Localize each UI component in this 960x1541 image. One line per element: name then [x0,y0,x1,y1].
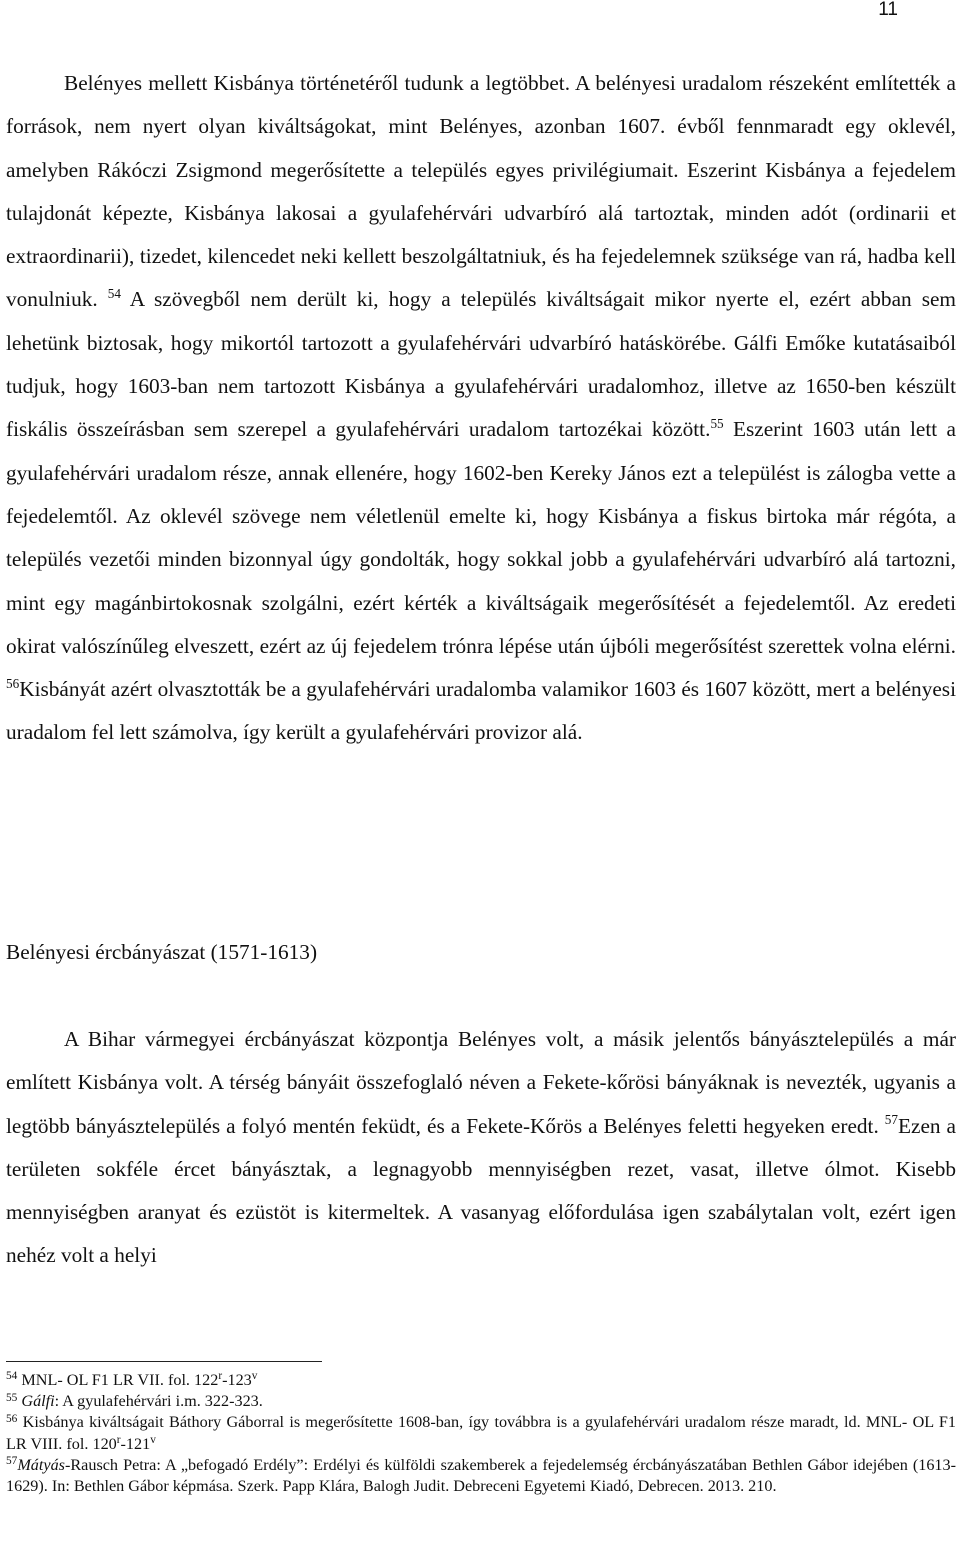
footnotes [6,1370,956,1497]
footnote-sup: v [150,1433,156,1446]
section-heading: Belényesi ércbányászat (1571-1613) [6,940,318,964]
footnote-sup: r [116,1433,121,1446]
footnote-54 [6,1370,956,1391]
footnote-divider [6,1361,322,1362]
paragraph-2 [6,1018,956,1278]
footnote-number: 54 [6,1370,18,1383]
footnote-57 [6,1455,956,1497]
footnote-number: 55 [6,1391,18,1404]
paragraph-2-text-b: Ezen a területen sokféle ércet bányásztak, a legnagyobb mennyiségben rezet, vasat, illetve ólmot. Kisebb mennyiségben aranyat és ezüstöt is kitermeltek. A vasanyag előfordulása igen szabálytalan volt, ezért igen nehéz volt a helyi [6,1113,957,1268]
footnote-text: MNL- OL F1 LR VII. fol. 122 [17,1371,219,1389]
footnote-56 [6,1412,956,1454]
footnote-sup: r [218,1370,223,1383]
paragraph-2-text-a: A Bihar vármegyei ércbányászat központja Belényes volt, a másik jelentős bányásztelepülés a már említett Kisbánya volt. A térség bányáit összefoglaló néven a Fekete-kőrösi bányáknak is nevezték, ugyanis a legtöbb bányásztelepülés a folyó mentén feküdt, és a Fekete-Kőrös a Belényes feletti hegyeken eredt. [6,1027,956,1138]
footnote-number: 56 [6,1412,18,1425]
footnote-ref-57[interactable]: 57 [884,1112,898,1128]
footnote-ref-55[interactable]: 55 [710,416,724,432]
footnote-text: -121 [120,1434,151,1453]
footnote-55 [6,1391,956,1412]
footnote-ref-54[interactable]: 54 [107,286,121,302]
paragraph-1-text-b: A szövegből nem derült ki, hogy a település kiváltságait mikor nyerte el, ezért abban sem lehetünk biztosak, hogy mikortól tartozott a gyulafehérvári udvarbíró hatáskörébe. Gálfi Emőke kutatásaiból tudjuk, hogy 1603-ban nem tartozott Kisbánya a gyulafehérvári uradalomhoz, illetve az 1650-ben készült fiskális összeírásban sem szerepel a gyulafehérvári uradalom tartozékai között. [6,287,956,442]
paragraph-1-text-a: Belényes mellett Kisbánya történetéről tudunk a legtöbbet. A belényesi uradalom részeként említették a források, nem nyert olyan kiváltságokat, mint Belényes, azonban 1607. évből fennmaradt egy oklevél, amelyben Rákóczi Zsigmond megerősítette a település egyes privilégiumait. Eszerint Kisbánya a fejedelem tulajdonát képezte, Kisbánya lakosai a gyulafehérvári udvarbíró alá tartoztak, minden adót (ordinarii et extraordinarii), tizedet, kilencedet neki kellett beszolgáltatniuk, és ha fejedelemnek szüksége van rá, hadba kell vonulniuk. [6,71,956,312]
footnote-author: Gálfi [21,1392,55,1411]
footnote-text: Kisbánya kiváltságait Báthory Gáborral is megerősítette 1608-ban, így továbbra is a gyulafehérvári uradalom része maradt, ld. MNL- OL F1 LR VIII. fol. 120 [6,1413,956,1453]
footnote-text: -123 [222,1371,252,1389]
paragraph-1-text-d: Kisbányát azért olvasztották be a gyulafehérvári uradalomba valamikor 1603 és 1607 között, mert a belényesi uradalom fel lett számolva, így került a gyulafehérvári provizor alá. [6,677,956,745]
footnote-text: : A gyulafehérvári i.m. 322-323. [54,1392,263,1411]
page-number: 11 [878,0,898,20]
footnote-sup: v [251,1370,258,1383]
footnote-text: -Rausch Petra: A „befogadó Erdély”: Erdélyi és külföldi szakemberek a fejedelemség ércbányászatában Bethlen Gábor idejében (1613-1629). In: Bethlen Gábor képmása. Szerk. Papp Klára, Balogh Judit. Debreceni Egyetemi Kiadó, Debrecen. 2013. 210. [6,1455,956,1496]
footnote-author: Mátyás [17,1455,65,1474]
footnote-ref-56[interactable]: 56 [6,675,20,691]
footnote-number: 57 [6,1455,18,1468]
paragraph-1 [6,62,956,755]
paragraph-1-text-c: Eszerint 1603 után lett a gyulafehérvári uradalom része, annak ellenére, hogy 1602-ben Kereky János ezt a települést is zálogba vette a fejedelemtől. Az oklevél szövege nem véletlenül emelte ki, hogy Kisbánya a fiskus birtoka már régóta, a település vezetői minden bizonnyal úgy gondolták, hogy sokkal jobb a gyulafehérvári udvarbíró alá tartozni, mint egy magánbirtokosnak szolgálni, ezért kérték a kiváltságaik megerősítését a fejedelemtől. Az eredeti okirat valószínűleg elveszett, ezért az új fejedelem trónra lépése után újbóli megerősítést szerettek volna elérni. [6,417,956,658]
